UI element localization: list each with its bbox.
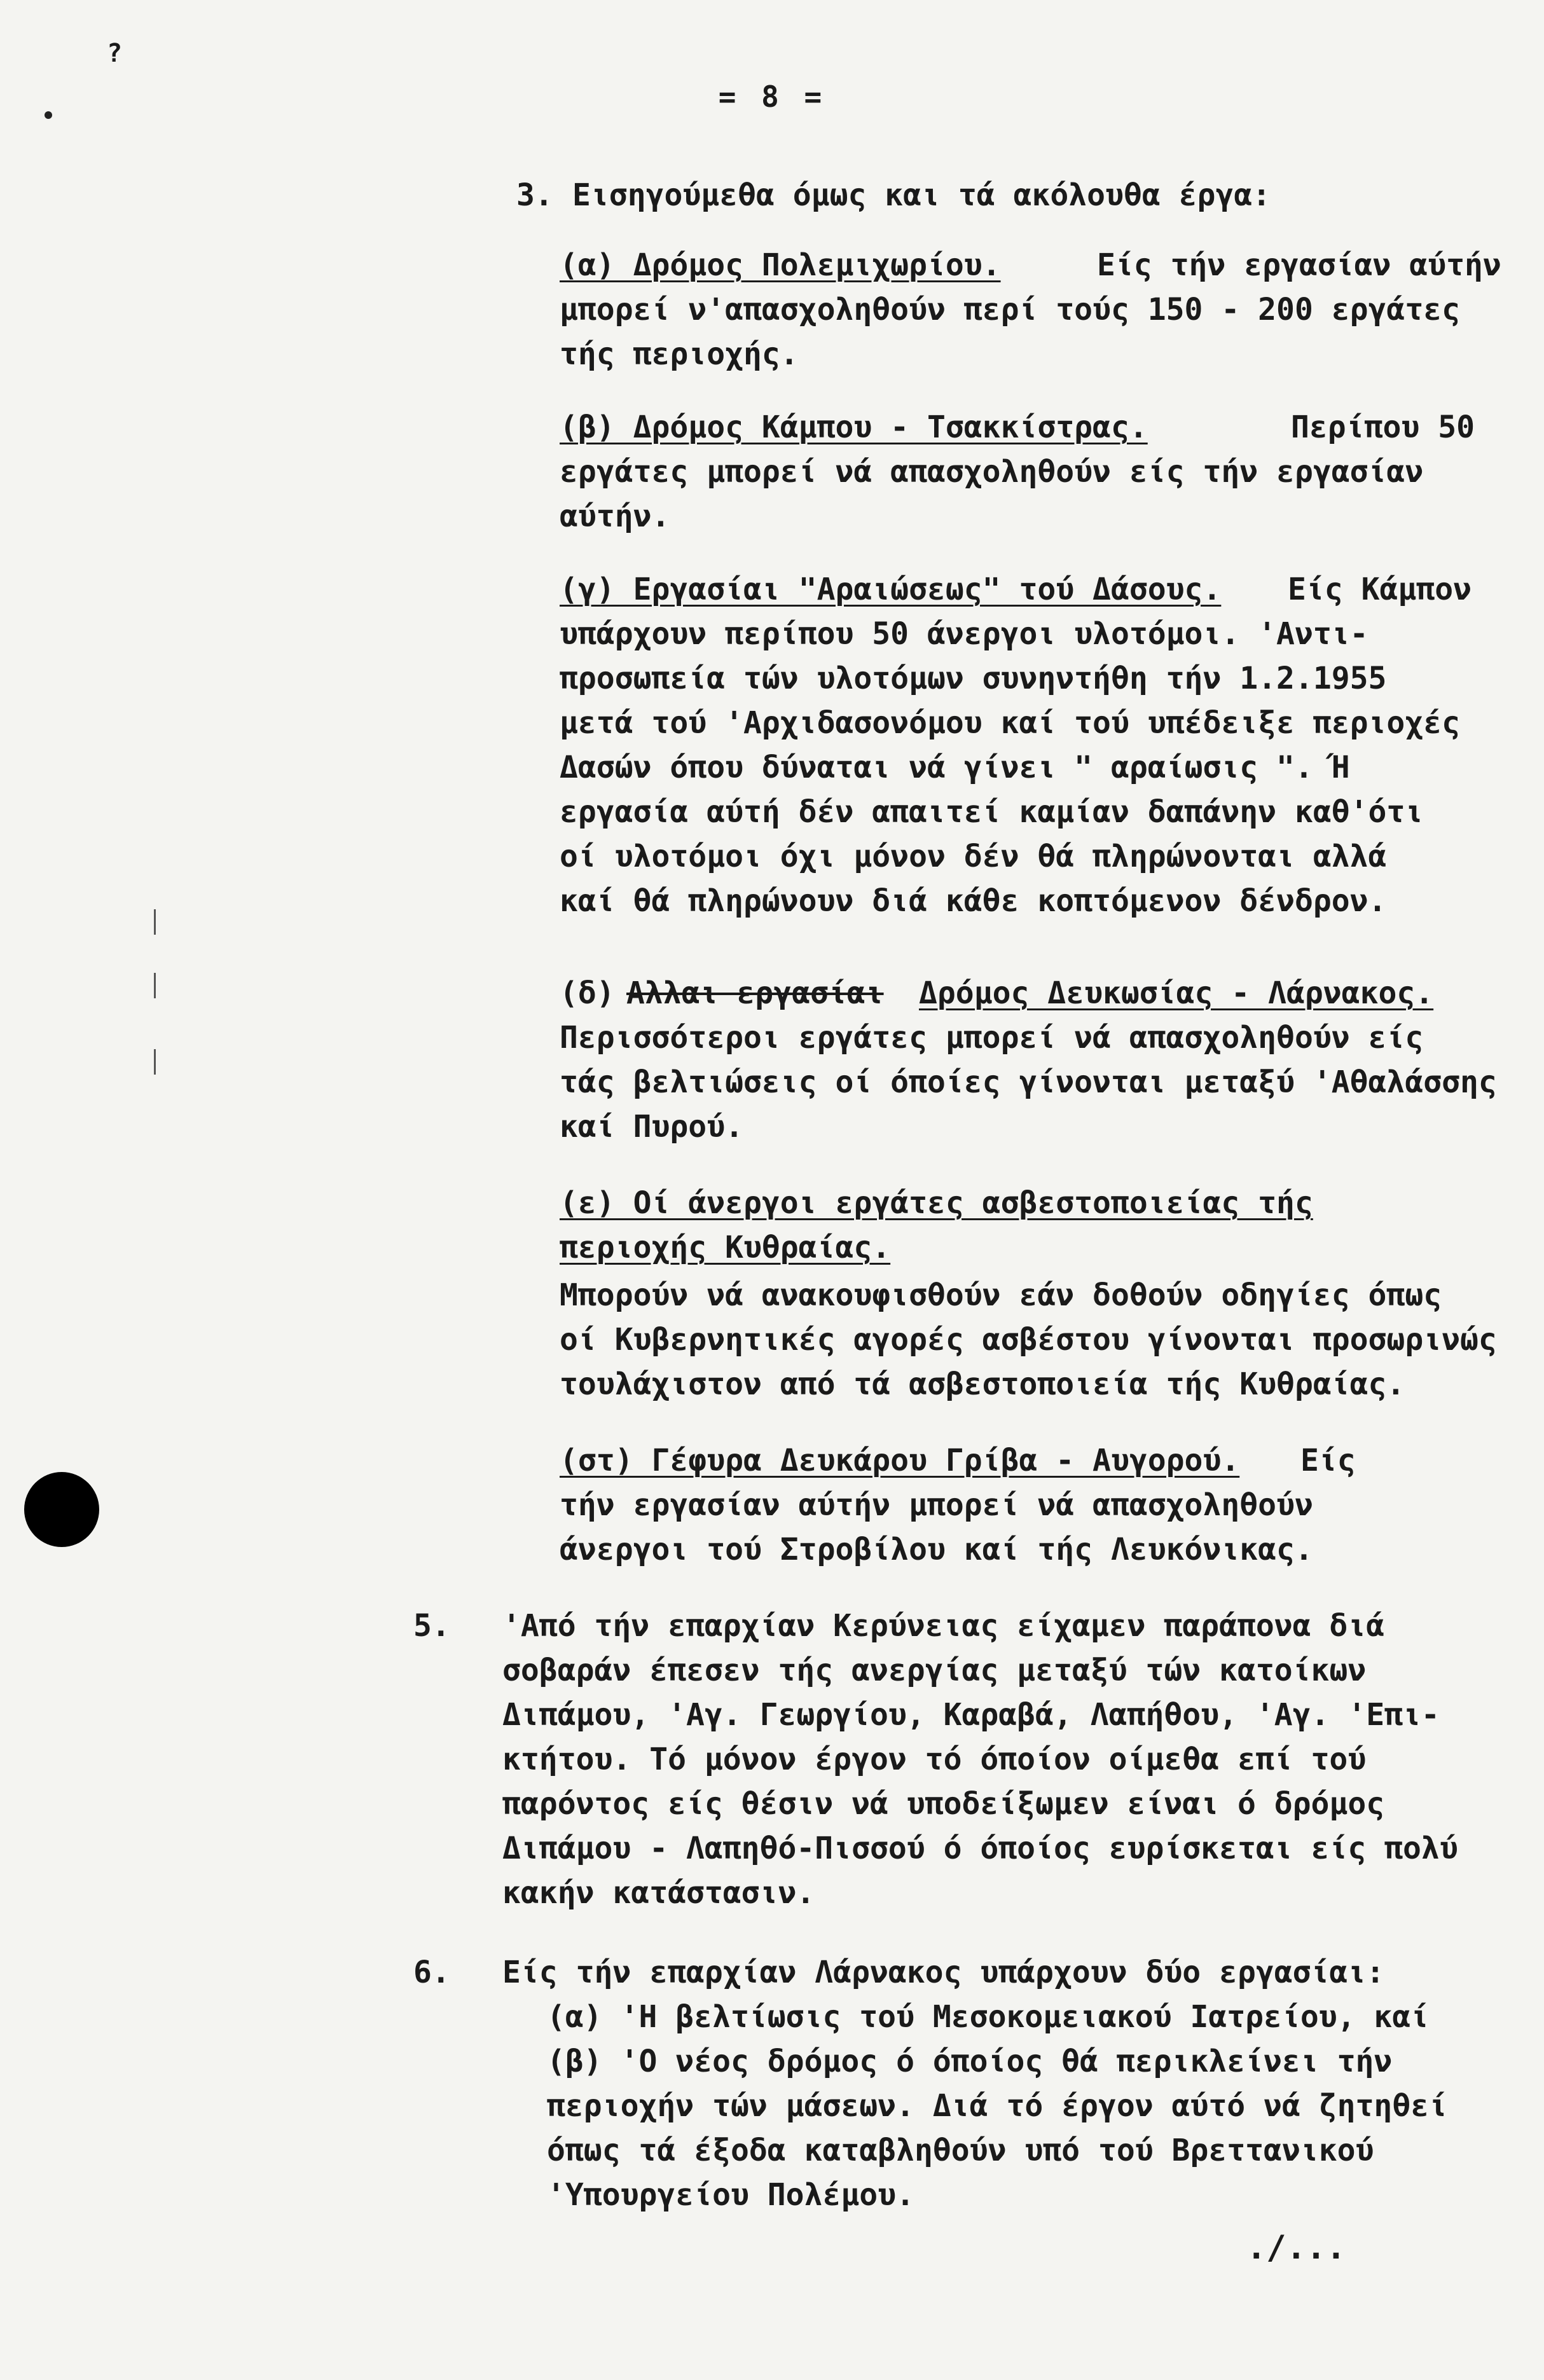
- page-number-header: = 8 =: [718, 79, 826, 114]
- section-text: Διπάμου - Λαπηθό-Πισσού ό όποίος ευρίσκεται είς πολύ: [502, 1831, 1458, 1866]
- continuation-mark: ./...: [1246, 2229, 1346, 2267]
- margin-mark: [154, 1049, 156, 1075]
- item-text: καί θά πληρώνουν διά κάθε κοπτόμενον δένδρον.: [560, 883, 1387, 919]
- item-text: Είς: [1300, 1443, 1356, 1478]
- section-number: 5.: [413, 1608, 450, 1644]
- section-text: 'Από τήν επαρχίαν Κερύνειας είχαμεν παράπονα διά: [502, 1608, 1385, 1644]
- section-intro: Είς τήν επαρχίαν Λάρνακος υπάρχουν δύο εργασίαι:: [502, 1955, 1385, 1990]
- item-title: Δρόμος Δευκωσίας - Λάρνακος.: [919, 975, 1434, 1011]
- item-text: (β) 'Ο νέος δρόμος ό όποίος θά περικλείνει τήν: [547, 2044, 1393, 2079]
- item-text: μπορεί ν'απασχοληθούν περί τούς 150 - 200 εργάτες: [560, 292, 1461, 327]
- section-text: παρόντος είς θέσιν νά υποδείξωμεν είναι ό δρόμος: [502, 1786, 1385, 1822]
- item-text: Περισσότεροι εργάτες μπορεί νά απασχοληθούν είς: [560, 1020, 1424, 1056]
- item-text: άνεργοι τού Στροβίλου καί τής Λευκόνικας.: [560, 1532, 1313, 1567]
- section-number: 6.: [413, 1955, 450, 1990]
- item-text: τής περιοχής.: [560, 336, 799, 372]
- item-text: οί Κυβερνητικές αγορές ασβέστου γίνονται προσωρινώς: [560, 1322, 1497, 1358]
- section-intro: Εισηγούμεθα όμως και τά ακόλουθα έργα:: [572, 177, 1271, 213]
- item-text: προσωπεία τών υλοτόμων συνηντήθη τήν 1.2.1955: [560, 661, 1387, 696]
- item-text: περιοχήν τών μάσεων. Διά τό έργον αύτό νά ζητηθεί: [547, 2088, 1448, 2124]
- section-text: κτήτου. Τό μόνον έργον τό όποίον οίμεθα επί τού: [502, 1742, 1367, 1777]
- punch-hole: [24, 1472, 99, 1547]
- item-text: υπάρχουν περίπου 50 άνεργοι υλοτόμοι. 'Αντι-: [560, 616, 1368, 652]
- item-text: τάς βελτιώσεις οί όποίες γίνονται μεταξύ 'Αθαλάσσης: [560, 1064, 1497, 1100]
- item-title: (γ) Εργασίαι "Αραιώσεως" τού Δάσους.: [560, 572, 1222, 607]
- section-text: Διπάμου, 'Αγ. Γεωργίου, Καραβά, Λαπήθου, 'Αγ. 'Επι-: [502, 1697, 1440, 1733]
- item-text: τουλάχιστον από τά ασβεστοποιεία τής Κυθραίας.: [560, 1366, 1405, 1402]
- struck-text: Αλλαι εργασίαι: [626, 975, 884, 1011]
- item-text: αύτήν.: [560, 499, 670, 534]
- margin-mark: [154, 909, 156, 935]
- item-text: όπως τά έξοδα καταβληθούν υπό τού Βρεττανικού: [547, 2133, 1374, 2168]
- item-text: εργάτες μπορεί νά απασχοληθούν είς τήν εργασίαν: [560, 454, 1424, 490]
- item-title: (ε) Οί άνεργοι εργάτες ασβεστοποιείας τής: [560, 1185, 1313, 1221]
- section-text: σοβαράν έπεσεν τής ανεργίας μεταξύ τών κατοίκων: [502, 1653, 1367, 1688]
- item-text: (α) 'Η βελτίωσις τού Μεσοκομειακού Ιατρείου, καί: [547, 1999, 1430, 2035]
- section-number: 3.: [516, 177, 553, 213]
- item-text: Δασών όπου δύναται νά γίνει " αραίωσις ". Ή: [560, 750, 1350, 785]
- item-text: εργασία αύτή δέν απαιτεί καμίαν δαπάνην καθ'ότι: [560, 794, 1424, 830]
- item-text: καί Πυρού.: [560, 1109, 743, 1145]
- item-title: (β) Δρόμος Κάμπου - Τσακκίστρας.: [560, 409, 1148, 445]
- item-title: (στ) Γέφυρα Δευκάρου Γρίβα - Αυγορού.: [560, 1443, 1240, 1478]
- section-text: κακήν κατάστασιν.: [502, 1875, 815, 1911]
- item-text: τήν εργασίαν αύτήν μπορεί νά απασχοληθούν: [560, 1487, 1313, 1523]
- item-text: οί υλοτόμοι όχι μόνον δέν θά πληρώνονται αλλά: [560, 839, 1387, 874]
- item-text: 'Υπουργείου Πολέμου.: [547, 2177, 914, 2213]
- margin-mark: [154, 973, 156, 998]
- item-text: Μπορούν νά ανακουφισθούν εάν δοθούν οδηγίες όπως: [560, 1277, 1442, 1313]
- item-label: (δ): [560, 975, 615, 1011]
- item-text: Είς Κάμπον: [1288, 572, 1472, 607]
- item-text: μετά τού 'Αρχιδασονόμου καί τού υπέδειξε περιοχές: [560, 705, 1461, 741]
- item-text: Περίπου 50: [1291, 409, 1475, 445]
- corner-mark: ?: [107, 39, 123, 68]
- item-text: Είς τήν εργασίαν αύτήν: [1097, 247, 1501, 283]
- item-title: περιοχής Κυθραίας.: [560, 1230, 891, 1265]
- item-title: (α) Δρόμος Πολεμιχωρίου.: [560, 247, 1001, 283]
